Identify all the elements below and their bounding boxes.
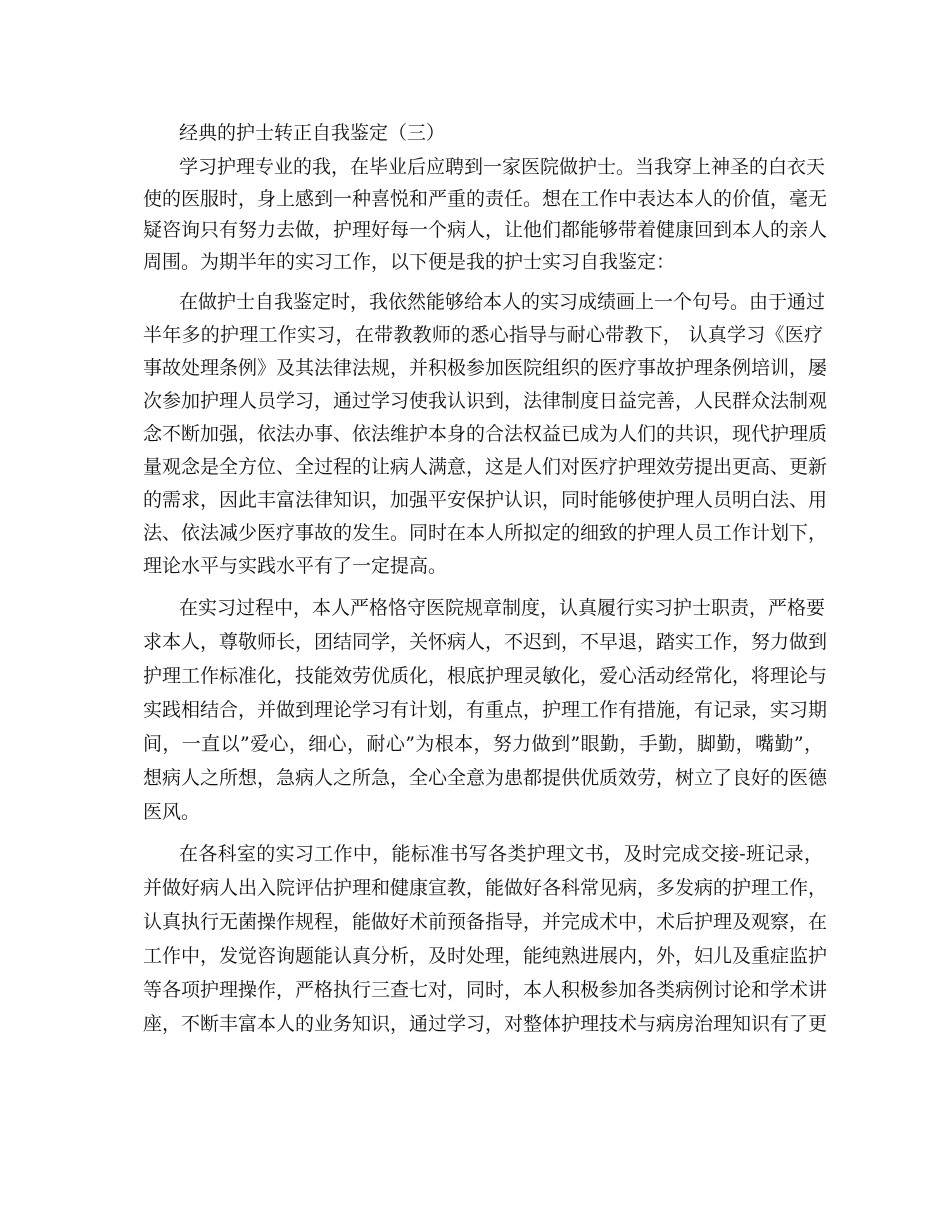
text-line: 学习护理专业的我，在毕业后应聘到一家医院做护士。当我穿上神圣的白衣天 [179, 156, 826, 178]
text-line: 疑咨询只有努力去做，护理好每一个病人，让他们都能够带着健康回到本人的亲人 [143, 219, 828, 241]
text-line: 求本人，尊敬师长，团结同学，关怀病人，不迟到，不早退，踏实工作，努力做到 [143, 631, 828, 653]
text-line: 次参加护理人员学习，通过学习使我认识到，法律制度日益完善，人民群众法制观 [143, 390, 828, 412]
paragraph-3 [143, 591, 828, 829]
text-line: 理论水平与实践水平有了一定提高。 [143, 555, 448, 577]
document-body [143, 114, 828, 1041]
text-line: 想病人之所想，急病人之所急，全心全意为患都提供优质效劳，树立了良好的医德 [143, 767, 828, 789]
document-title: 经典的护士转正自我鉴定（三） [179, 122, 446, 144]
text-line: 医风。 [143, 801, 201, 823]
text-line: 在各科室的实习工作中，能标准书写各类护理文书，及时完成交接-班记录， [179, 843, 823, 865]
text-line: 的需求，因此丰富法律知识，加强平安保护认识，同时能够使护理人员明白法、用 [143, 489, 828, 511]
text-line: 事故处理条例》及其法律法规，并积极参加医院组织的医疗事故护理条例培训，屡 [143, 357, 828, 379]
text-line: 等各项护理操作，严格执行三查七对，同时，本人积极参加各类病例讨论和学术讲 [143, 979, 828, 1001]
paragraph-1 [143, 152, 828, 278]
text-line: 在实习过程中，本人严格恪守医院规章制度，认真履行实习护士职责，严格要 [179, 597, 826, 619]
text-line: 念不断加强，依法办事、依法维护本身的合法权益已成为人们的共识，现代护理质 [143, 423, 828, 445]
text-line: 认真执行无菌操作规程，能做好术前预备指导，并完成术中，术后护理及观察，在 [143, 911, 828, 933]
text-line: 间，一直以”爱心，细心，耐心”为根本，努力做到”眼勤，手勤，脚勤，嘴勤”， [143, 733, 823, 755]
text-line: 使的医服时，身上感到一种喜悦和严重的责任。想在工作中表达本人的价值，毫无 [143, 187, 828, 210]
text-line: 工作中，发觉咨询题能认真分析，及时处理，能纯熟进展内，外，妇儿及重症监护 [143, 945, 828, 967]
paragraph-2 [143, 286, 828, 583]
text-line: 在做护士自我鉴定时，我依然能够给本人的实习成绩画上一个句号。由于通过 [179, 291, 826, 313]
paragraph-4 [143, 837, 828, 1041]
text-line: 实践相结合，并做到理论学习有计划，有重点，护理工作有措施，有记录，实习期 [143, 699, 828, 721]
text-line: 法、依法减少医疗事故的发生。同时在本人所拟定的细致的护理人员工作计划下， [143, 522, 828, 544]
text-line: 周围。为期半年的实习工作，以下便是我的护士实习自我鉴定： [143, 250, 676, 273]
text-line: 量观念是全方位、全过程的让病人满意，这是人们对医疗护理效劳提出更高、更新 [143, 456, 828, 478]
text-line: 护理工作标准化，技能效劳优质化，根底护理灵敏化，爱心活动经常化，将理论与 [143, 665, 828, 687]
text-line: 并做好病人出入院评估护理和健康宣教，能做好各科常见病，多发病的护理工作， [143, 877, 828, 899]
text-line: 座，不断丰富本人的业务知识，通过学习，对整体护理技术与病房治理知识有了更 [143, 1013, 828, 1035]
text-line: 半年多的护理工作实习，在带教教师的悉心指导与耐心带教下， 认真学习《医疗 [143, 324, 823, 346]
